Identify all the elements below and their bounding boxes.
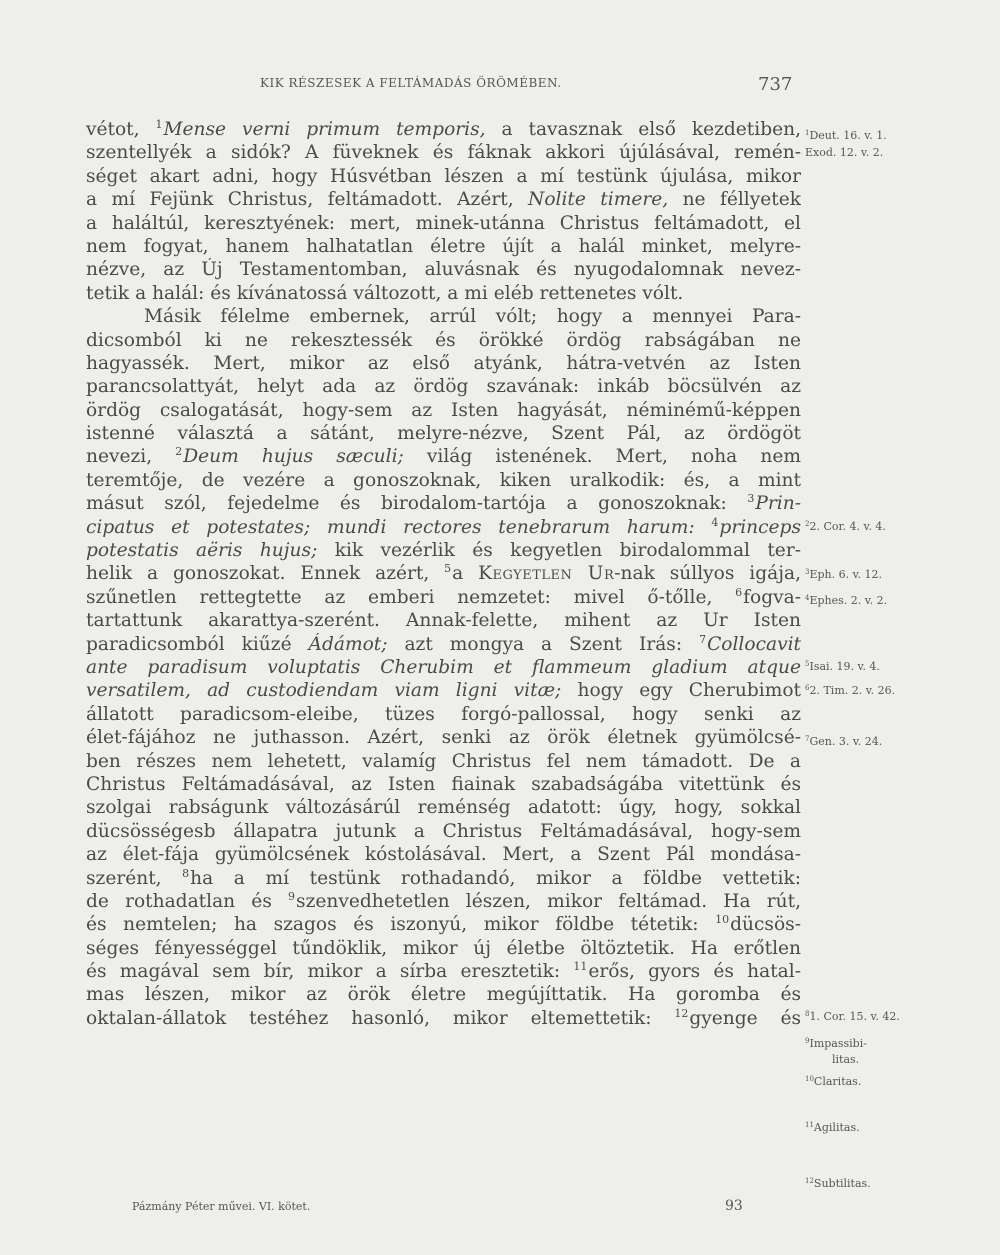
body-text: [86, 118, 801, 1030]
page-number: 737: [758, 74, 793, 95]
footer-volume: Pázmány Péter művei. VI. kötet.: [132, 1200, 311, 1213]
margin-note: $^{11}$Agilitas.: [805, 1121, 860, 1134]
text-line: versatilem, ad custodiendam viam ligni vitæ; hogy egy Cherubimot: [86, 680, 801, 702]
footnote-mark: 11: [573, 960, 588, 974]
text-line: szentellyék a sidók? A füveknek és fáknak akkori újúlásával, remén-: [86, 142, 801, 164]
text-line: nézve, az Új Testamentomban, aluvásnak és nyugodalomnak nevez-: [86, 259, 801, 281]
margin-note: Exod. 12. v. 2.: [805, 146, 884, 159]
text-line: élet-fájához ne juthasson. Azért, senki az örök életnek gyümölcsé-: [86, 727, 801, 749]
text-line: paradicsomból kiűzé Ádámot; azt mongya a Szent Irás: $^7$Collocavit: [86, 632, 801, 655]
text-line: az élet-fája gyümölcsének kóstolásával. Mert, a Szent Pál mondása-: [86, 844, 801, 866]
footnote-mark: 9: [288, 889, 296, 903]
footnote-mark: 1: [155, 118, 163, 131]
footnote-mark: 2: [175, 445, 183, 459]
text-line: istenné választá a sátánt, melyre-nézve, Szent Pál, az ördögöt: [86, 423, 801, 445]
text-line: tartattunk akarattya-szerént. Annak-felette, mihent az Ur Isten: [86, 610, 801, 632]
footnote-mark: 12: [674, 1006, 689, 1020]
margin-note: $^6$2. Tim. 2. v. 26.: [805, 684, 896, 697]
text-line: potestatis aëris hujus; kik vezérlik és kegyetlen birodalommal ter-: [86, 540, 801, 562]
text-line: és nemtelen; ha szagos és iszonyú, mikor földbe tétetik: $^{10}$dücsös-: [86, 913, 801, 936]
footnote-mark: 7: [699, 632, 707, 646]
margin-note: $^{12}$Subtilitas.: [805, 1177, 871, 1190]
text-line: nem fogyat, hanem halhatatlan életre újít a halál minket, melyre-: [86, 235, 801, 257]
margin-note: $^3$Eph. 6. v. 12.: [805, 568, 883, 581]
text-line: másut szól, fejedelme és birodalom-tartója a gonoszoknak: $^3$Prin-: [86, 492, 801, 515]
margin-note: $^2$2. Cor. 4. v. 4.: [805, 520, 886, 533]
text-line: Christus Feltámadásával, az Isten fiainak szabadságába vitettünk és: [86, 773, 801, 795]
text-line: séget akart adni, hogy Húsvétban lészen a mí testünk újulása, mikor: [86, 165, 801, 187]
margin-note: $^7$Gen. 3. v. 24.: [805, 735, 883, 748]
footnote-mark: 10: [715, 913, 730, 927]
text-line: de rothadatlan és $^9$szenvedhetetlen lészen, mikor feltámad. Ha rút,: [86, 889, 801, 912]
text-line: szerént, $^8$ha a mí testünk rothadandó, mikor a földbe vettetik:: [86, 866, 801, 889]
text-line: szolgai rabságunk változásárúl reménség adatott: úgy, hogy, sokkal: [86, 797, 801, 819]
text-line: ante paradisum voluptatis Cherubim et flammeum gladium atque: [86, 656, 801, 678]
text-line: és magával sem bír, mikor a sírba eresztetik: $^{11}$erős, gyors és hatal-: [86, 960, 801, 983]
text-line: dicsomból ki ne rekesztessék és örökké ördög rabságában ne: [86, 329, 801, 351]
footnote-mark: 4: [711, 515, 719, 529]
text-line: mas lészen, mikor az örök életre megújíttatik. Ha goromba és: [86, 984, 801, 1006]
margin-note: $^5$Isai. 19. v. 4.: [805, 660, 880, 673]
text-line: cipatus et potestates; mundi rectores tenebrarum harum: $^4$princeps: [86, 515, 801, 538]
signature-mark: 93: [725, 1198, 743, 1214]
text-line: állatott paradicsom-eleibe, tüzes forgó-pallossal, hogy senki az: [86, 703, 801, 725]
margin-note: $^{10}$Claritas.: [805, 1075, 862, 1088]
page-header: [0, 74, 1000, 98]
footnote-mark: 6: [735, 585, 743, 599]
footnote-mark: 5: [444, 562, 452, 576]
margin-note: $^4$Ephes. 2. v. 2.: [805, 594, 888, 607]
text-line: ördög csalogatását, hogy-sem az Isten hagyását, néminémű-képpen: [86, 399, 801, 421]
text-line: helik a gonoszokat. Ennek azért, $^5$a Kegyetlen Ur-nak súllyos igája,: [86, 562, 801, 585]
text-line: szűnetlen rettegtette az emberi nemzetet: mivel ő-tőlle, $^6$fogva-: [86, 585, 801, 608]
running-title: KIK RÉSZESEK A FELTÁMADÁS ÖRÖMÉBEN.: [260, 76, 562, 90]
text-line: Másik félelme embernek, arrúl vólt; hogy a mennyei Para-: [144, 306, 801, 328]
margin-note: litas.: [832, 1053, 860, 1066]
text-line: oktalan-állatok testéhez hasonló, mikor eltemettetik: $^{12}$gyenge és: [86, 1006, 801, 1029]
margin-note: $^1$Deut. 16. v. 1.: [805, 129, 887, 142]
text-line: nevezi, $^2$Deum hujus sæculi; világ istenének. Mert, noha nem: [86, 445, 801, 468]
text-line: séges fényességgel tűndöklik, mikor új életbe öltöztetik. Ha erőtlen: [86, 937, 801, 959]
margin-note: $^9$Impassibi-: [805, 1037, 867, 1050]
footnote-mark: 3: [747, 492, 755, 506]
text-line: ben részes nem lehetett, valamíg Christus fel nem támadott. De a: [86, 750, 801, 772]
text-line: hagyassék. Mert, mikor az első atyánk, hátra-vetvén az Isten: [86, 352, 801, 374]
text-line: dücsösségesb állapatra jutunk a Christus Feltámadásával, hogy-sem: [86, 820, 801, 842]
text-line: parancsolattyát, helyt ada az ördög szavának: inkáb böcsülvén az: [86, 376, 801, 398]
text-line: vétot, $^1$Mense verni primum temporis, a tavasznak első kezdetiben,: [86, 118, 801, 140]
margin-note: $^8$1. Cor. 15. v. 42.: [805, 1010, 900, 1023]
text-line: a mí Fejünk Christus, feltámadott. Azért, Nolite timere, ne féllyetek: [86, 189, 801, 211]
text-line: a haláltúl, keresztyének: mert, minek-utánna Christus feltámadott, el: [86, 212, 801, 234]
text-line: tetik a halál: és kívánatossá változott, a mi eléb rettenetes vólt.: [86, 282, 684, 304]
footnote-mark: 8: [182, 866, 190, 880]
text-line: teremtője, de vezére a gonoszoknak, kiken uralkodik: és, a mint: [86, 469, 801, 491]
